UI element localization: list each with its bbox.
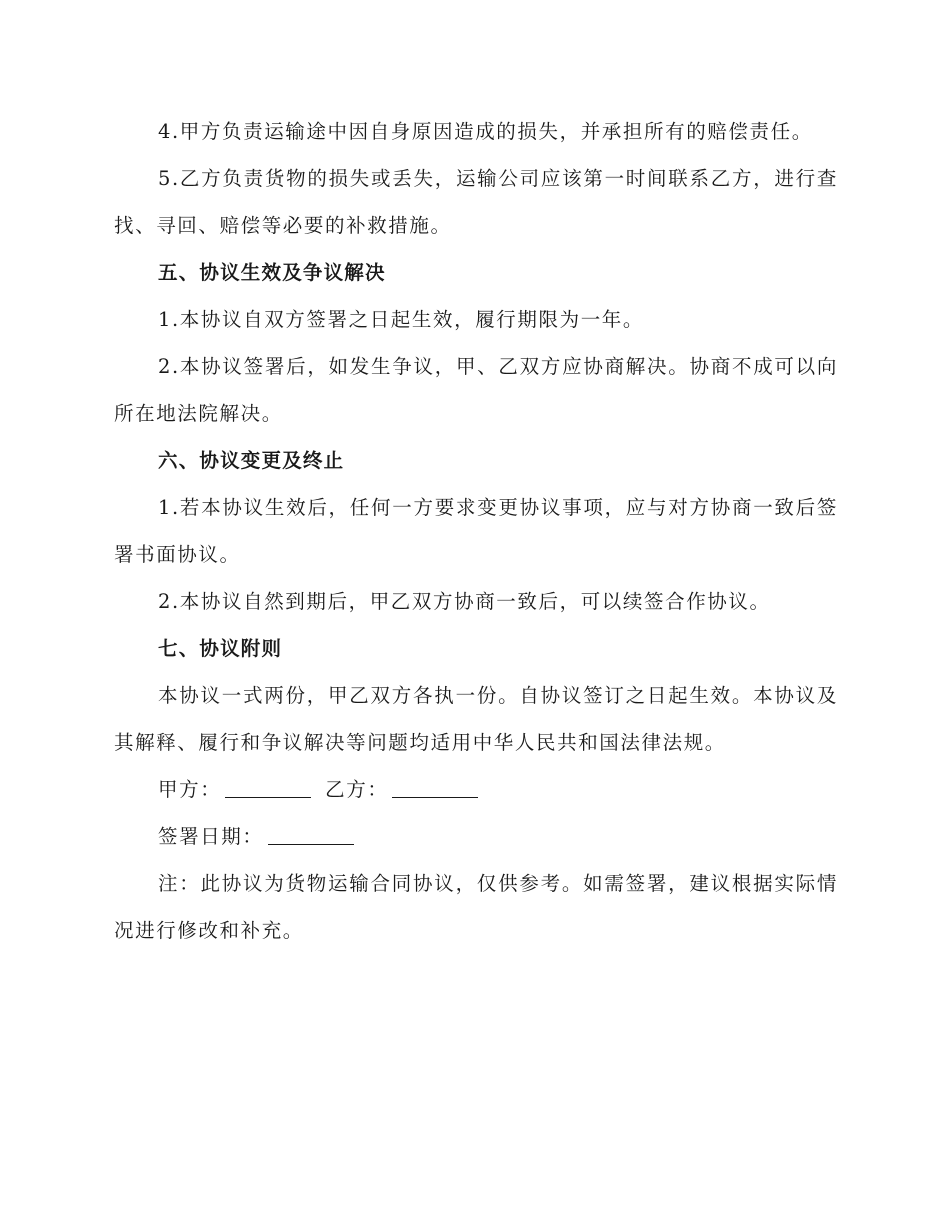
note-paragraph: 注：此协议为货物运输合同协议，仅供参考。如需签署，建议根据实际情况进行修改和补充。 (114, 872, 838, 942)
clause-5-2: 2.本协议签署后，如发生争议，甲、乙双方应协商解决。协商不成可以向所在地法院解决。 (114, 355, 838, 425)
date-label: 签署日期： (158, 825, 264, 848)
date-blank (268, 824, 354, 845)
party-b-label: 乙方： (325, 778, 389, 801)
party-b-blank (392, 777, 478, 798)
section-7-text: 本协议一式两份，甲乙双方各执一份。自协议签订之日起生效。本协议及其解释、履行和争议解决等问题均适用中华人民共和国法律法规。 (114, 684, 838, 754)
clause-6-1: 1.若本协议生效后，任何一方要求变更协议事项，应与对方协商一致后签署书面协议。 (114, 496, 838, 566)
section-7-heading: 七、协议附则 (158, 637, 283, 660)
clause-6-2: 2.本协议自然到期后，甲乙双方协商一致后，可以续签合作协议。 (158, 590, 771, 613)
party-a-blank (225, 777, 311, 798)
section-6-heading: 六、协议变更及终止 (158, 449, 345, 472)
date-signature-line (114, 813, 838, 860)
party-signature-line (114, 766, 838, 813)
party-a-label: 甲方： (158, 778, 222, 801)
clause-4-4: 4.甲方负责运输途中因自身原因造成的损失，并承担所有的赔偿责任。 (158, 120, 813, 143)
clause-5-1: 1.本协议自双方签署之日起生效，履行期限为一年。 (158, 308, 645, 331)
section-5-heading: 五、协议生效及争议解决 (158, 261, 386, 284)
clause-4-5: 5.乙方负责货物的损失或丢失，运输公司应该第一时间联系乙方，进行查找、寻回、赔偿等必要的补救措施。 (114, 167, 838, 237)
